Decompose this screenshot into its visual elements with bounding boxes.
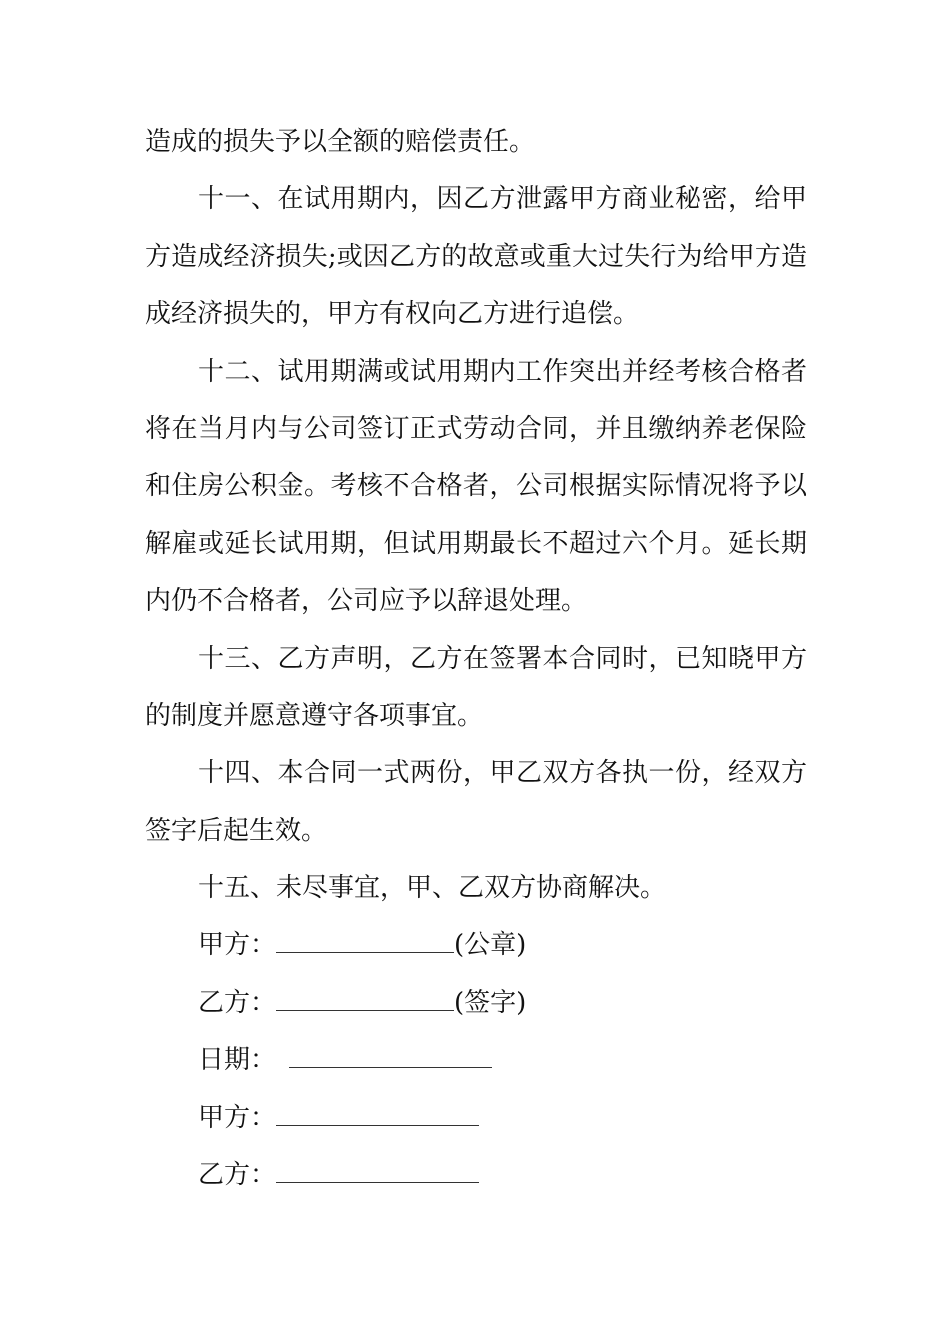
signature-row (145, 917, 807, 974)
signature-row (145, 1032, 807, 1089)
contract-paragraph (145, 860, 807, 917)
contract-paragraph (145, 745, 807, 860)
contract-document (145, 114, 807, 1204)
signature-row (145, 975, 807, 1032)
paragraph-line: 将在当月内与公司签订正式劳动合同，并且缴纳养老保险 (145, 413, 807, 444)
contract-paragraph (145, 171, 807, 343)
signature-blank-line[interactable] (276, 990, 454, 1011)
paragraph-line: 方造成经济损失;或因乙方的故意或重大过失行为给甲方造 (145, 241, 807, 272)
signature-row (145, 1147, 807, 1204)
contract-paragraph (145, 344, 807, 631)
signature-label: 日期： (198, 1045, 277, 1076)
paragraph-line: 十五、未尽事宜，甲、乙双方协商解决。 (198, 873, 667, 904)
signature-blank-line[interactable] (276, 932, 454, 953)
signature-suffix: (公章) (454, 930, 527, 961)
signature-suffix: (签字) (454, 987, 527, 1018)
paragraph-line: 的制度并愿意遵守各项事宜。 (145, 700, 484, 731)
paragraph-line: 造成的损失予以全额的赔偿责任。 (145, 127, 536, 157)
paragraph-line: 签字后起生效。 (145, 815, 328, 846)
paragraph-line: 十四、本合同一式两份，甲乙双方各执一份，经双方 (198, 758, 807, 789)
signature-row (145, 1090, 807, 1147)
signature-label: 乙方： (198, 987, 277, 1018)
paragraph-line: 十二、试用期满或试用期内工作突出并经考核合格者 (198, 356, 807, 387)
paragraph-line: 和住房公积金。考核不合格者，公司根据实际情况将予以 (145, 471, 807, 502)
contract-paragraph (145, 114, 807, 171)
paragraph-line: 内仍不合格者，公司应予以辞退处理。 (145, 586, 588, 617)
signature-blank-line[interactable] (276, 1105, 479, 1126)
signature-blank-line[interactable] (289, 1047, 492, 1068)
paragraph-line: 成经济损失的，甲方有权向乙方进行追偿。 (145, 299, 640, 330)
signature-label: 甲方： (198, 1102, 277, 1133)
signature-blank-line[interactable] (276, 1162, 479, 1183)
paragraph-line: 解雇或延长试用期，但试用期最长不超过六个月。延长期 (145, 528, 807, 559)
paragraph-line: 十一、在试用期内，因乙方泄露甲方商业秘密，给甲 (198, 184, 807, 215)
signature-label: 甲方： (198, 930, 277, 961)
paragraph-line: 十三、乙方声明，乙方在签署本合同时，已知晓甲方 (198, 643, 807, 674)
contract-paragraph (145, 631, 807, 746)
signature-label: 乙方： (198, 1160, 277, 1191)
